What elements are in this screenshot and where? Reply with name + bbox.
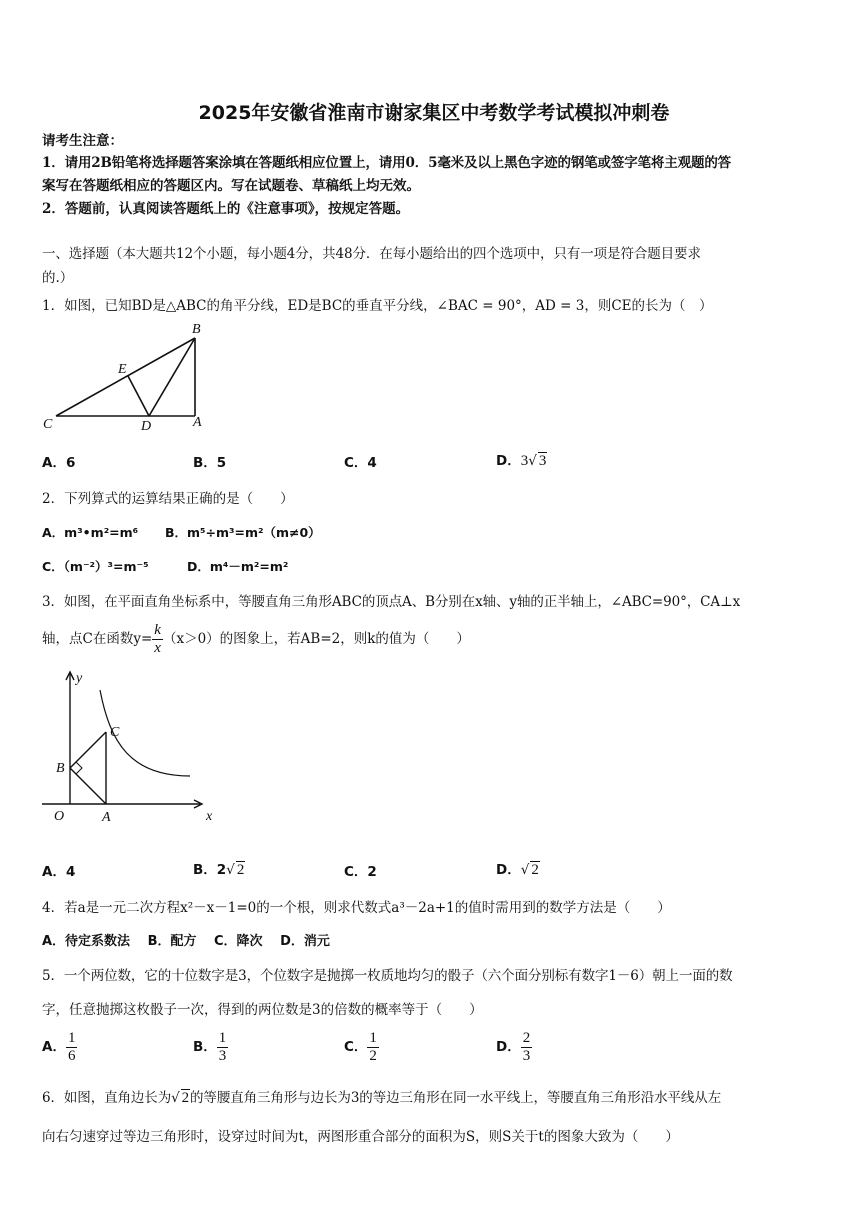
q1-label-c: C bbox=[43, 417, 53, 432]
q1-label-a: A bbox=[193, 415, 202, 430]
q5-stem-line-1: 5．一个两位数，它的十位数字是3，个位数字是抛掷一枚质地均匀的骰子（六个面分别标有数字1－6）朝上一面的数 bbox=[42, 968, 733, 984]
q1-label-e: E bbox=[118, 362, 127, 377]
q2-option-c[interactable]: C．（m⁻²）³=m⁻⁵ bbox=[42, 559, 149, 574]
notice-heading: 请考生注意： bbox=[42, 133, 123, 149]
q4-stem: 4．若a是一元二次方程x²－x－1=0的一个根，则求代数式a³－2a+1的值时需用到的数学方法是（ ） bbox=[42, 900, 671, 916]
q1-option-c[interactable]: C．4 bbox=[344, 455, 377, 471]
q1-label-b: B bbox=[192, 322, 201, 337]
q2-option-b[interactable]: B．m⁵÷m³=m²（m≠0） bbox=[165, 525, 321, 540]
notice-line-1: 1．请用2B铅笔将选择题答案涂填在答题纸相应位置上，请用0．5毫米及以上黑色字迹的钢笔或签字笔将主观题的答 bbox=[42, 155, 732, 171]
q5-stem-line-2: 字，任意抛掷这枚骰子一次，得到的两位数是3的倍数的概率等于（ ） bbox=[42, 1002, 483, 1018]
section-heading: 一、选择题（本大题共12个小题，每小题4分，共48分．在每小题给出的四个选项中，只有一项是符合题目要求 bbox=[42, 246, 701, 262]
q3-label-b: B bbox=[56, 761, 65, 776]
q6-stem-line-1: 6．如图，直角边长为√ 2的等腰直角三角形与边长为3的等边三角形在同一水平线上，等腰直角三角形沿水平线从左 bbox=[42, 1090, 722, 1106]
q1-stem: 1．如图，已知BD是△ABC的角平分线，ED是BC的垂直平分线，∠BAC = 90°，AD = 3，则CE的长为（ ） bbox=[42, 298, 713, 314]
section-heading-cont: 的.） bbox=[42, 270, 74, 286]
q2-stem: 2．下列算式的运算结果正确的是（ ） bbox=[42, 491, 294, 507]
q1-figure bbox=[38, 318, 218, 438]
notice-line-2: 2．答题前，认真阅读答题纸上的《注意事项》，按规定答题。 bbox=[42, 201, 410, 217]
q5-option-d[interactable]: D． $\frac{2}{3}$ bbox=[496, 1030, 531, 1064]
q4-options[interactable]: A．待定系数法 B．配方 C．降次 D．消元 bbox=[42, 934, 330, 949]
q5-option-a[interactable]: A． $\frac{1}{6}$ bbox=[42, 1030, 76, 1064]
q3-label-c: C bbox=[110, 725, 120, 740]
q3-figure bbox=[38, 664, 228, 830]
q3-label-a: A bbox=[102, 810, 111, 825]
q3-option-c[interactable]: C．2 bbox=[344, 864, 377, 880]
q2-option-d[interactable]: D．m⁴－m²=m² bbox=[187, 559, 289, 574]
q3-label-y: y bbox=[76, 671, 83, 686]
q1-option-d[interactable]: D．3√ 3 bbox=[496, 453, 547, 469]
notice-line-1b: 案写在答题纸相应的答题区内。写在试题卷、草稿纸上均无效。 bbox=[42, 178, 420, 194]
q3-option-d[interactable]: D．√ 2 bbox=[496, 862, 539, 878]
q5-option-b[interactable]: B． $\frac{1}{3}$ bbox=[193, 1030, 227, 1064]
page-title: 2025年安徽省淮南市谢家集区中考数学考试模拟冲刺卷 bbox=[198, 102, 670, 124]
q3-option-b[interactable]: B．2√ 2 bbox=[193, 862, 245, 878]
q6-stem-line-2: 向右匀速穿过等边三角形时，设穿过时间为t，两图形重合部分的面积为S，则S关于t的图象大致为（ ） bbox=[42, 1129, 679, 1145]
q3-stem-line-1: 3．如图，在平面直角坐标系中，等腰直角三角形ABC的顶点A、B分别在x轴、y轴的正半轴上，∠ABC=90°，CA⊥x bbox=[42, 594, 741, 610]
q3-stem-line-2: 轴，点C在函数y= $\frac{k}{x}$ （x＞0）的图象上，若AB=2，则k的值为（ ） bbox=[42, 622, 470, 656]
q3-option-a[interactable]: A．4 bbox=[42, 864, 76, 880]
q5-option-c[interactable]: C． $\frac{1}{2}$ bbox=[344, 1030, 377, 1064]
q1-label-d: D bbox=[141, 419, 152, 434]
q1-option-a[interactable]: A．6 bbox=[42, 455, 76, 471]
q3-label-o: O bbox=[54, 809, 65, 824]
q1-option-b[interactable]: B．5 bbox=[193, 455, 227, 471]
q2-option-a[interactable]: A．m³•m²=m⁶ bbox=[42, 525, 139, 540]
q3-label-x: x bbox=[206, 809, 213, 824]
